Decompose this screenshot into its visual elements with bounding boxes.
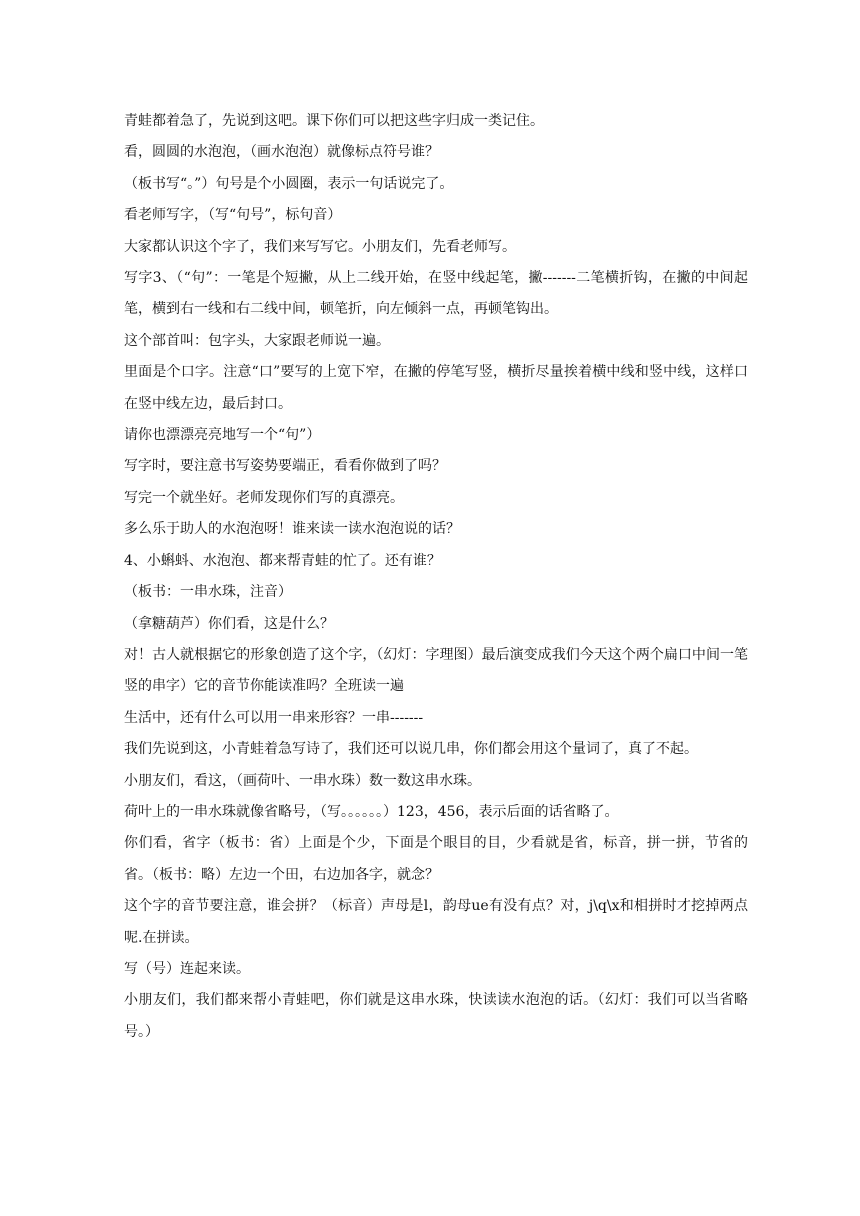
paragraph: 青蛙都着急了，先说到这吧。课下你们可以把这些字归成一类记住。 [124, 113, 544, 129]
paragraph: 对！古人就根据它的形象创造了这个字，（幻灯：字理图）最后演变成我们今天这个两个扁口中间一笔竖的串字）它的音节你能读准吗？全班读一遍 [124, 646, 748, 695]
paragraph: 小朋友们，我们都来帮小青蛙吧，你们就是这串水珠，快读读水泡泡的话。（幻灯：我们可以当省略号。） [124, 992, 748, 1040]
paragraph: 这个字的音节要注意，谁会拼？（标音）声母是l，韵母ue有没有点？对，j\q\x和相拼时才挖掉两点呢.在拼读。 [124, 898, 748, 946]
paragraph: 看老师写字，（写“句号”，标句音） [124, 207, 342, 224]
document-body [124, 106, 748, 1048]
paragraph: 里面是个口字。注意“口”要写的上宽下窄，在撇的停笔写竖，横折尽量挨着横中线和竖中线，这样口在竖中线左边，最后封口。 [124, 364, 748, 412]
paragraph: 荷叶上的一串水珠就像省略号，（写。。。。。。）123，456，表示后面的话省略了。 [124, 803, 619, 820]
paragraph: 大家都认识这个字了，我们来写写它。小朋友们，先看老师写。 [124, 238, 516, 255]
paragraph: 4、小蝌蚪、水泡泡、都来帮青蛙的忙了。还有谁？ [124, 552, 441, 569]
paragraph: 你们看，省字（板书：省）上面是个少，下面是个眼目的目，少看就是省，标音，拼一拼，节省的省。（板书：略）左边一个田，右边加各字，就念？ [124, 835, 748, 883]
paragraph: 生活中，还有什么可以用一串来形容？一串------- [124, 709, 424, 726]
paragraph: 看，圆圆的水泡泡，（画水泡泡）就像标点符号谁？ [124, 144, 439, 161]
paragraph: （板书写“。”）句号是个小圆圈，表示一句话说完了。 [124, 175, 454, 192]
paragraph: 写（号）连起来读。 [124, 960, 250, 977]
paragraph: 小朋友们，看这，（画荷叶、一串水珠）数一数这串水珠。 [124, 772, 481, 789]
paragraph: 写字3、（“句”：一笔是个短撇，从上二线开始，在竖中线起笔，撇-------二笔横折钩，在撇的中间起笔，横到右一线和右二线中间，顿笔折，向左倾斜一点，再顿笔钩出。 [124, 270, 748, 318]
paragraph: 我们先说到这，小青蛙着急写诗了，我们还可以说几串，你们都会用这个量词了，真了不起。 [124, 741, 698, 758]
paragraph: 写字时，要注意书写姿势要端正，看看你做到了吗？ [124, 458, 446, 475]
paragraph: 写完一个就坐好。老师发现你们写的真漂亮。 [124, 489, 404, 506]
paragraph: 请你也漂漂亮亮地写一个“句”） [124, 427, 321, 444]
paragraph: （拿糖葫芦）你们看，这是什么？ [124, 615, 334, 632]
paragraph: （板书：一串水珠，注音） [124, 584, 292, 601]
paragraph: 这个部首叫：包字头，大家跟老师说一遍。 [124, 332, 390, 349]
paragraph: 多么乐于助人的水泡泡呀！谁来读一读水泡泡说的话？ [124, 521, 460, 538]
